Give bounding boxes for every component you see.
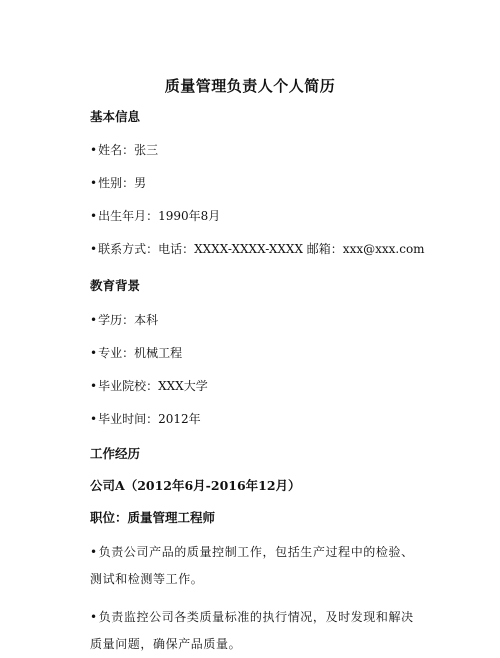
bullet-icon: • [90,176,98,190]
basic-info-list [90,141,426,258]
work-duty-text: 负责监控公司各类质量标准的执行情况，及时发现和解决质量问题，确保产品质量。 [90,610,414,651]
work-position: 职位：质量管理工程师 [90,510,216,525]
bullet-icon: • [90,143,98,157]
bullet-icon: • [90,379,98,393]
section-heading-basic-info: 基本信息 [90,109,141,124]
basic-info-birth: 出生年月：1990年8月 [98,209,221,223]
work-company: 公司A（2012年6月-2016年12月） [90,478,301,493]
list-item [90,174,426,192]
section-heading-education: 教育背景 [90,278,141,293]
list-item [90,410,426,428]
basic-info-gender: 性别：男 [98,176,147,190]
basic-info-name: 姓名：张三 [98,143,159,157]
bullet-icon: • [90,545,98,559]
work-duty-text: 负责公司产品的质量控制工作，包括生产过程中的检验、测试和检测等工作。 [90,545,414,586]
bullet-icon: • [90,412,98,426]
document-title: 质量管理负责人个人简历 [164,77,336,95]
bullet-icon: • [90,346,98,360]
list-item [90,311,426,329]
list-item [90,344,426,362]
bullet-icon: • [90,610,98,624]
education-list [90,311,426,428]
work-duty [90,539,426,593]
education-graduation: 毕业时间：2012年 [98,412,201,426]
work-duty [90,604,426,658]
bullet-icon: • [90,242,98,256]
list-item [90,141,426,159]
list-item [90,207,426,225]
basic-info-contact: 联系方式：电话：XXXX-XXXX-XXXX 邮箱：xxx@xxx.com [98,242,425,256]
education-degree: 学历：本科 [98,313,159,327]
education-major: 专业：机械工程 [98,346,183,360]
bullet-icon: • [90,209,98,223]
list-item [90,377,426,395]
section-heading-work: 工作经历 [90,446,141,461]
education-school: 毕业院校：XXX大学 [98,379,208,393]
bullet-icon: • [90,313,98,327]
list-item [90,240,426,258]
